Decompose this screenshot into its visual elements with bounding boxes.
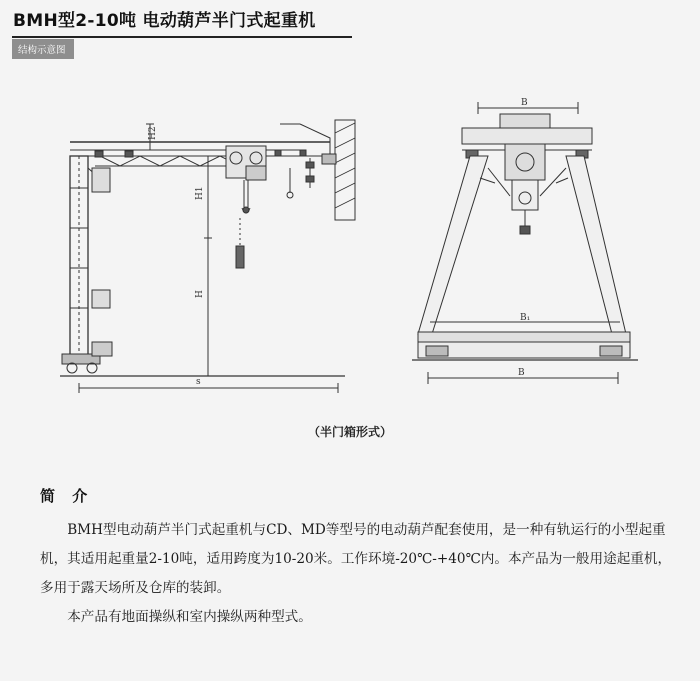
title-divider <box>12 36 352 38</box>
dim-label-b-top: B <box>521 98 528 108</box>
dim-label-h: H <box>195 290 205 298</box>
side-elevation <box>60 120 355 393</box>
figure-caption: （半门箱形式） <box>307 425 392 439</box>
intro-paragraph: 本产品有地面操纵和室内操纵两种型式。 <box>67 609 312 625</box>
dim-label-s: s <box>196 377 201 387</box>
page-title: BMH型2-10吨 电动葫芦半门式起重机 <box>13 11 316 31</box>
diagram-svg <box>0 58 700 438</box>
section-tag: 结构示意图 <box>12 39 74 59</box>
intro-paragraph: BMH型电动葫芦半门式起重机与CD、MD等型号的电动葫芦配套使用，是一种有轨运行的小型起重机，其适用起重量2-10吨，适用跨度为10-20米。工作环境-20℃-+40℃内。本产品为一般用途起重机，多用于露天场所及仓库的装卸。 <box>40 522 672 596</box>
structure-diagram <box>0 58 700 438</box>
end-elevation <box>412 98 638 384</box>
dim-label-h1: H1 <box>195 186 205 200</box>
intro-body <box>40 516 680 632</box>
dim-label-b1: B₁ <box>520 313 531 323</box>
intro-heading: 简 介 <box>40 487 94 505</box>
dim-label-b-bottom: B <box>518 368 525 378</box>
dim-label-h2: H2 <box>148 126 158 140</box>
